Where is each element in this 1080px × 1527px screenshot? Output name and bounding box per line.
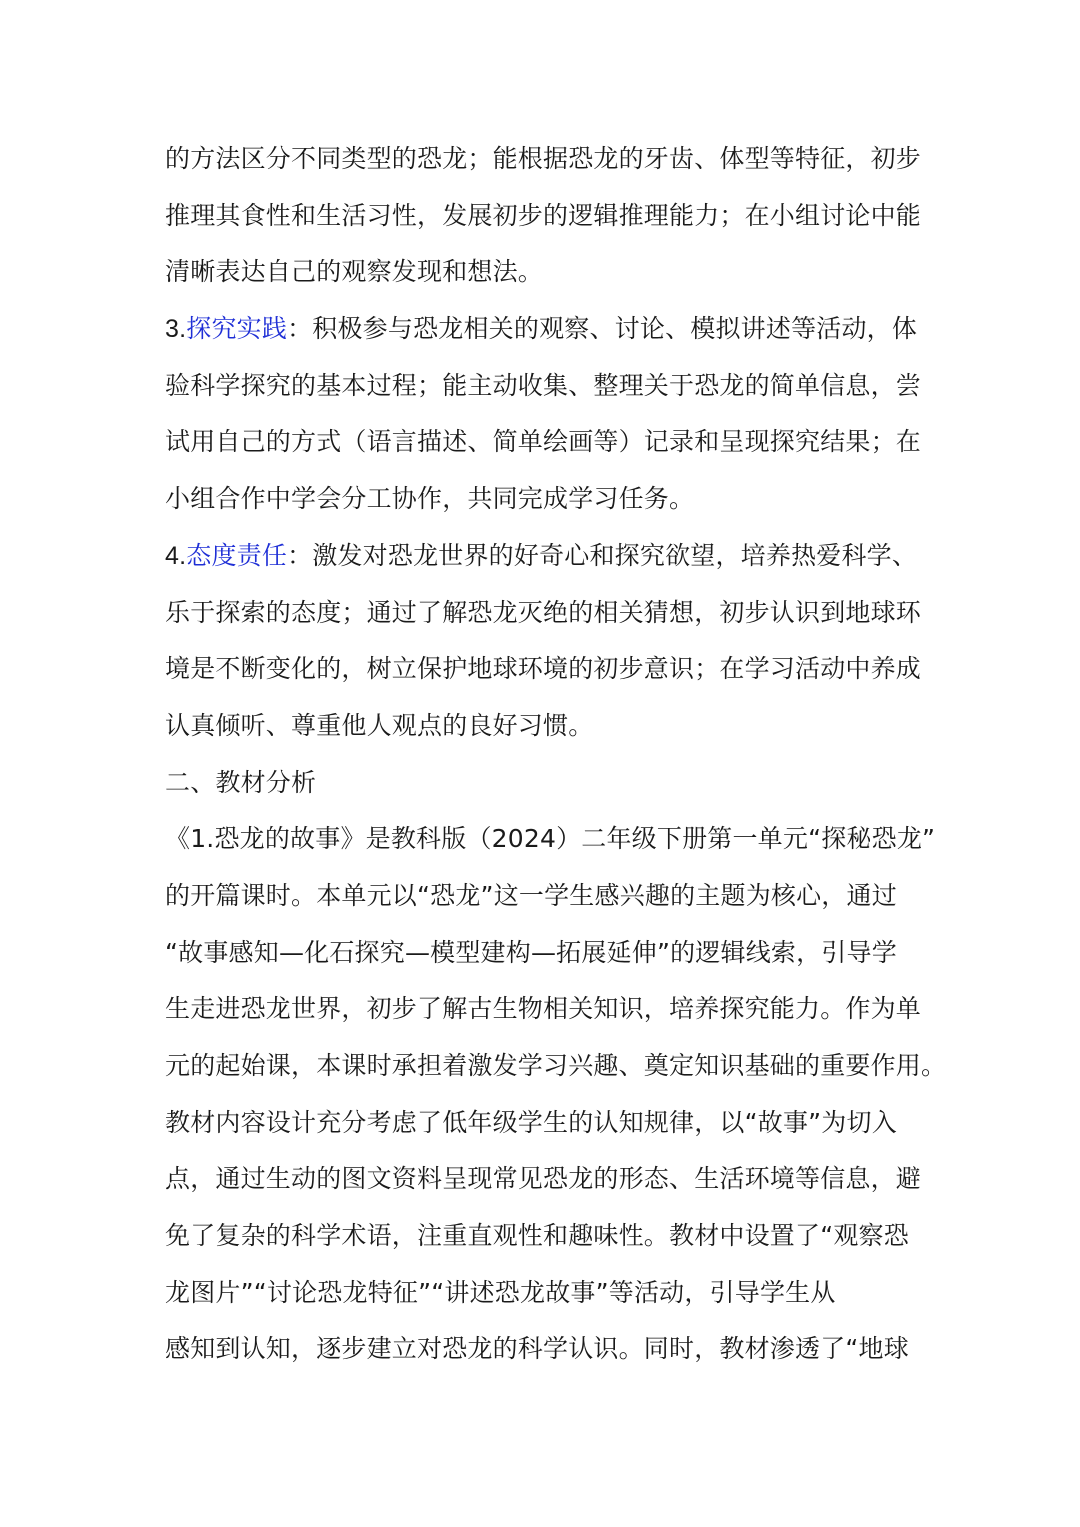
text-line: 试用自己的方式（语言描述、简单绘画等）记录和呈现探究结果；在 bbox=[165, 427, 922, 457]
text-line: 龙图片”“讨论恐龙特征”“讲述恐龙故事”等活动，引导学生从 bbox=[165, 1277, 836, 1307]
text-line: 《1.恐龙的故事》是教科版（2024）二年级下册第一单元“探秘恐龙” bbox=[165, 824, 936, 854]
goal-number: 3. bbox=[165, 315, 187, 344]
goal-text: ：积极参与恐龙相关的观察、讨论、模拟讲述等活动，体 bbox=[287, 314, 918, 344]
text-line: 免了复杂的科学术语，注重直观性和趣味性。教材中设置了“观察恐 bbox=[165, 1221, 909, 1251]
text-line: 的方法区分不同类型的恐龙；能根据恐龙的牙齿、体型等特征，初步 bbox=[165, 144, 922, 173]
text-line: 认真倾听、尊重他人观点的良好习惯。 bbox=[165, 710, 594, 740]
text-line: 验科学探究的基本过程；能主动收集、整理关于恐龙的简单信息，尝 bbox=[165, 370, 922, 400]
text-line: 乐于探索的态度；通过了解恐龙灭绝的相关猜想，初步认识到地球环 bbox=[165, 597, 922, 627]
goal-number: 4. bbox=[165, 541, 187, 570]
section-heading: 二、教材分析 bbox=[165, 767, 317, 797]
text-line: 点，通过生动的图文资料呈现常见恐龙的形态、生活环境等信息，避 bbox=[165, 1164, 922, 1194]
text-line: 清晰表达自己的观察发现和想法。 bbox=[165, 257, 544, 287]
text-line: 推理其食性和生活习性，发展初步的逻辑推理能力；在小组讨论中能 bbox=[165, 200, 922, 230]
text-line: 生走进恐龙世界，初步了解古生物相关知识，培养探究能力。作为单 bbox=[165, 994, 922, 1024]
text-line: 的开篇课时。本单元以“恐龙”这一学生感兴趣的主题为核心，通过 bbox=[165, 880, 897, 910]
text-line: 元的起始课，本课时承担着激发学习兴趣、奠定知识基础的重要作用。 bbox=[165, 1051, 947, 1080]
goal-first-line bbox=[165, 301, 925, 358]
document-body bbox=[165, 131, 947, 1378]
paragraph-continuation bbox=[165, 131, 925, 301]
text-line: 境是不断变化的，树立保护地球环境的初步意识；在学习活动中养成 bbox=[165, 654, 922, 684]
goal-item-3 bbox=[165, 301, 925, 528]
text-line: 小组合作中学会分工协作，共同完成学习任务。 bbox=[165, 484, 695, 514]
text-line: 感知到认知，逐步建立对恐龙的科学认识。同时，教材渗透了“地球 bbox=[165, 1334, 909, 1364]
goal-text: ：激发对恐龙世界的好奇心和探究欲望，培养热爱科学、 bbox=[287, 540, 918, 570]
goal-item-4 bbox=[165, 528, 925, 755]
goal-label: 探究实践 bbox=[186, 314, 288, 344]
text-line: 教材内容设计充分考虑了低年级学生的认知规律，以“故事”为切入 bbox=[165, 1107, 897, 1137]
goal-label: 态度责任 bbox=[186, 540, 288, 570]
section-textbook-analysis bbox=[165, 755, 947, 1379]
goal-first-line bbox=[165, 528, 925, 585]
text-line: “故事感知—化石探究—模型建构—拓展延伸”的逻辑线索，引导学 bbox=[165, 937, 897, 967]
